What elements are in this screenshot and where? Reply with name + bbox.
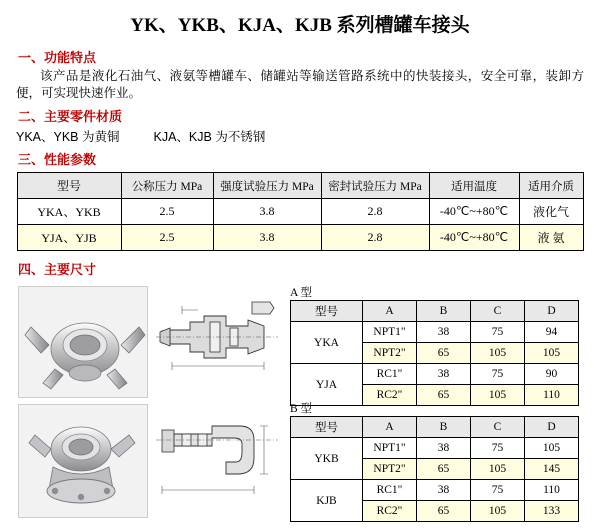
product-photo-b-image [19, 405, 147, 517]
table-row [291, 364, 579, 385]
dima-r2-c2: 38 [417, 364, 471, 385]
dima-r0-c4: 94 [525, 322, 579, 343]
table-header-row [291, 301, 579, 322]
dima-r3-c1: RC2" [363, 385, 417, 406]
dimb-r3-c3: 105 [471, 501, 525, 522]
perf-col-2: 强度试验压力 MPa [213, 173, 321, 199]
dima-col-2: B [417, 301, 471, 322]
dimb-r0-c2: 38 [417, 438, 471, 459]
perf-r0-c5: 液化气 [519, 199, 583, 225]
dima-r0-c1: NPT1" [363, 322, 417, 343]
dimb-r1-c1: NPT2" [363, 459, 417, 480]
dima-col-4: D [525, 301, 579, 322]
perf-r0-c0: YKA、YKB [17, 199, 121, 225]
perf-col-5: 适用介质 [519, 173, 583, 199]
dima-r2-c4: 90 [525, 364, 579, 385]
product-photo-a [18, 286, 148, 398]
dimb-r0-c3: 75 [471, 438, 525, 459]
perf-r1-c5: 液 氨 [519, 225, 583, 251]
dima-r2-c1: RC1" [363, 364, 417, 385]
dimb-model-1: KJB [291, 480, 363, 522]
dima-r3-c2: 65 [417, 385, 471, 406]
dima-r1-c4: 105 [525, 343, 579, 364]
dimb-r2-c3: 75 [471, 480, 525, 501]
dimension-table-a [290, 300, 579, 406]
materials-line [16, 127, 600, 145]
dima-r0-c2: 38 [417, 322, 471, 343]
dima-r1-c1: NPT2" [363, 343, 417, 364]
product-photo-b [18, 404, 148, 518]
dimb-col-2: B [417, 417, 471, 438]
table-row [291, 480, 579, 501]
perf-r1-c2: 3.8 [213, 225, 321, 251]
dima-col-3: C [471, 301, 525, 322]
page-title: YK、YKB、KJA、KJB 系列槽罐车接头 [130, 15, 470, 36]
dimb-r3-c4: 133 [525, 501, 579, 522]
dima-r0-c3: 75 [471, 322, 525, 343]
perf-col-1: 公称压力 MPa [121, 173, 213, 199]
section-heading-materials: 二、主要零件材质 [18, 109, 123, 124]
perf-r0-c2: 3.8 [213, 199, 321, 225]
dima-r3-c3: 105 [471, 385, 525, 406]
perf-r1-c3: 2.8 [321, 225, 429, 251]
dimb-r0-c4: 105 [525, 438, 579, 459]
perf-col-3: 密封试验压力 MPa [321, 173, 429, 199]
technical-drawing-b [152, 404, 282, 516]
technical-drawing-a [152, 286, 282, 396]
dimb-r2-c4: 110 [525, 480, 579, 501]
perf-r1-c4: -40℃~+80℃ [429, 225, 519, 251]
dima-r1-c2: 65 [417, 343, 471, 364]
table-row [17, 225, 583, 251]
performance-table [17, 172, 584, 251]
dimension-table-b [290, 416, 579, 522]
table-row [17, 199, 583, 225]
table-row [291, 322, 579, 343]
technical-drawing-a-image [152, 286, 282, 396]
dima-r2-c3: 75 [471, 364, 525, 385]
dimensions-area [0, 282, 600, 530]
dima-model-1: YJA [291, 364, 363, 406]
dimension-table-a-label: A 型 [290, 287, 313, 299]
perf-r0-c3: 2.8 [321, 199, 429, 225]
dimb-r1-c2: 65 [417, 459, 471, 480]
section-heading-features: 一、功能特点 [18, 50, 97, 65]
technical-drawing-b-image [152, 404, 282, 516]
dima-col-0: 型号 [291, 301, 363, 322]
materials-left: YKA、YKB 为黄铜 [16, 130, 120, 144]
dimb-r1-c4: 145 [525, 459, 579, 480]
table-header-row [17, 173, 583, 199]
perf-col-0: 型号 [17, 173, 121, 199]
product-photo-a-image [19, 287, 147, 397]
dimb-r3-c1: RC2" [363, 501, 417, 522]
dimb-col-0: 型号 [291, 417, 363, 438]
materials-right: KJA、KJB 为不锈钢 [153, 130, 266, 144]
dimb-col-1: A [363, 417, 417, 438]
perf-col-4: 适用温度 [429, 173, 519, 199]
dimb-col-3: C [471, 417, 525, 438]
section-heading-dimensions: 四、主要尺寸 [18, 262, 97, 277]
perf-r1-c0: YJA、YJB [17, 225, 121, 251]
dima-model-0: YKA [291, 322, 363, 364]
dimb-r1-c3: 105 [471, 459, 525, 480]
dimb-r2-c2: 38 [417, 480, 471, 501]
features-text: 该产品是液化石油气、液氨等槽罐车、储罐站等输送管路系统中的快装接头，安全可靠，装卸方便，可实现快速作业。 [16, 69, 584, 100]
section-heading-performance: 三、性能参数 [18, 152, 97, 167]
perf-r0-c1: 2.5 [121, 199, 213, 225]
table-header-row [291, 417, 579, 438]
dima-r1-c3: 105 [471, 343, 525, 364]
dimension-table-b-label: B 型 [290, 403, 313, 415]
perf-r1-c1: 2.5 [121, 225, 213, 251]
table-row [291, 438, 579, 459]
dimb-r0-c1: NPT1" [363, 438, 417, 459]
dimb-r2-c1: RC1" [363, 480, 417, 501]
dimb-model-0: YKB [291, 438, 363, 480]
perf-r0-c4: -40℃~+80℃ [429, 199, 519, 225]
dima-col-1: A [363, 301, 417, 322]
dima-r3-c4: 110 [525, 385, 579, 406]
dimb-col-4: D [525, 417, 579, 438]
dimb-r3-c2: 65 [417, 501, 471, 522]
